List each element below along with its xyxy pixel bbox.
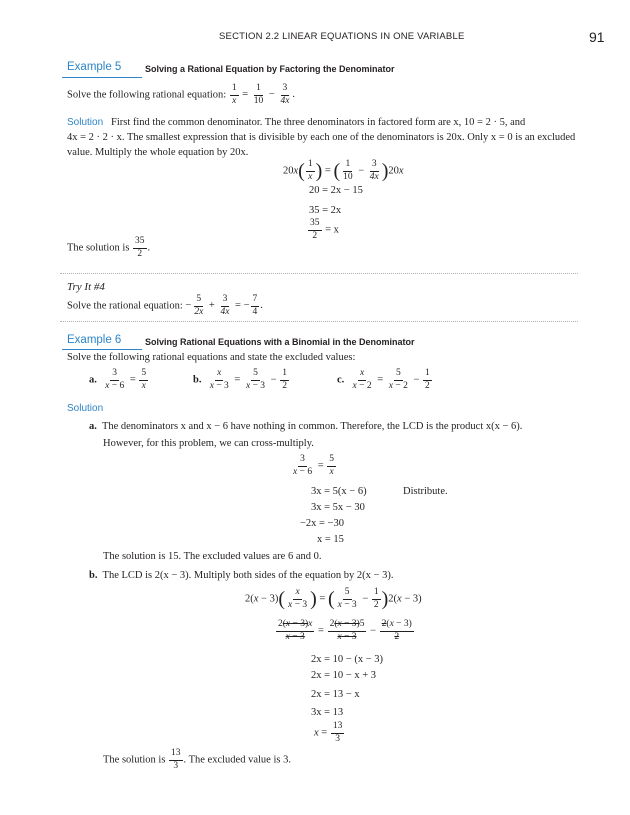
example-5-conclusion	[67, 237, 150, 259]
part-b-step-4: 3x = 13	[311, 707, 344, 718]
part-b-step-5: x = $\frac{13}{3}$	[314, 721, 343, 744]
example-6-solution-label: Solution	[67, 403, 104, 414]
try-it-label: Try It #4	[67, 281, 105, 293]
example-5-solution-line-1	[67, 117, 525, 128]
part-a-conclusion: The solution is 15. The excluded values are 6 and 0.	[103, 551, 322, 562]
part-a-step-2: 3x = 5x − 30	[311, 502, 365, 513]
step-3-denominator: 2	[312, 230, 318, 241]
conclusion-denominator: 2	[137, 248, 143, 259]
example-5-multiplied-equation: 20x( $\frac{1}{x}$ ) = ( $\frac{1}{10}$ − $\frac{3}{4x}$ )20x	[283, 159, 404, 182]
part-b-conclusion-denominator: 3	[173, 760, 179, 771]
part-b-step-3: 2x = 13 − x	[311, 689, 360, 700]
part-b-solution-label: b.	[89, 570, 98, 581]
part-c-label: c.	[337, 374, 345, 386]
try-it-bottom-divider	[60, 321, 578, 322]
try-it-prompt-text: Solve the rational equation:	[67, 300, 183, 312]
example-5-step-3	[307, 219, 339, 241]
part-b-cancel-equation: $\frac{2(x - 3)x}{x - 3}$ = $\frac{2(x - 3)5}{x - 3}$ − $\frac{2(x - 3)}{2}$	[278, 619, 412, 642]
example-5-solution-text-3: value. Multiply the whole equation by 20x.	[67, 147, 249, 158]
conclusion-period: .	[147, 242, 151, 254]
example-5-prompt	[67, 84, 295, 106]
part-a-step-1: 3x = 5(x − 6)	[311, 486, 367, 497]
example-5-solution-text-1: First find the common denominator. The three denominators in factored form are x, 10 = 2 · 5, and	[111, 117, 526, 128]
page-number: 91	[589, 29, 605, 45]
part-b-label: b.	[193, 374, 202, 386]
example-6-underline	[62, 349, 142, 350]
try-it-top-divider	[60, 273, 578, 274]
part-b-multiplied-equation: 2(x − 3)( $\frac{x}{x - 3}$ ) = ( $\frac{5}{x - 3}$ − $\frac{1}{2}$ )2(x − 3)	[245, 587, 422, 610]
example-6-prompt: Solve the following rational equations and state the excluded values:	[67, 352, 356, 363]
section-number: SECTION 2.2	[219, 31, 280, 42]
part-b-conclusion	[103, 749, 291, 771]
example-5-equation: $\frac{1}{x}$ = $\frac{1}{10}$ − $\frac{3}{4x}$ .	[231, 83, 296, 106]
example-5-conclusion-text: The solution is	[67, 242, 130, 254]
section-title: LINEAR EQUATIONS IN ONE VARIABLE	[282, 31, 465, 42]
part-a-text-2: However, for this problem, we can cross-multiply.	[103, 438, 314, 449]
part-b-conclusion-tail: . The excluded value is 3.	[183, 754, 291, 766]
example-6-part-a-equation: a. $\frac{3}{x - 6}$ = $\frac{5}{x}$	[89, 368, 147, 391]
part-a-label: a.	[89, 374, 97, 386]
try-it-equation: − $\frac{5}{2x}$ + $\frac{3}{4x}$ = − $\frac{7}{4}$ .	[185, 294, 263, 317]
example-6-title: Solving Rational Equations with a Binomial in the Denominator	[145, 337, 415, 347]
part-b-text-1	[89, 570, 393, 581]
example-5-solution-text-2: 4x = 2 · 2 · x. The smallest expression that is divisible by each one of the denominators is 20x. Only x = 0 is an excluded	[67, 132, 576, 143]
part-a-distribute-note: Distribute.	[403, 486, 448, 497]
example-5-underline	[62, 77, 142, 78]
part-a-step-3: −2x = −30	[300, 518, 345, 529]
part-a-text-1	[89, 421, 522, 432]
part-a-text-1-content: The denominators x and x − 6 have nothing in common. Therefore, the LCD is the product x(x − 6).	[101, 421, 523, 432]
example-6-part-b-equation: b. $\frac{x}{x - 3}$ = $\frac{5}{x - 3}$ − $\frac{1}{2}$	[193, 368, 287, 391]
example-5-prompt-text: Solve the following rational equation:	[67, 89, 227, 101]
try-it-prompt	[67, 295, 263, 317]
step-3-numerator: 35	[308, 219, 322, 231]
part-b-step-2: 2x = 10 − x + 3	[311, 670, 377, 681]
example-5-step-2: 35 = 2x	[309, 205, 342, 216]
conclusion-numerator: 35	[133, 237, 147, 249]
step-3-rhs: = x	[325, 224, 339, 236]
part-b-step-1: 2x = 10 − (x − 3)	[311, 654, 384, 665]
example-6-part-c-equation: c. $\frac{x}{x - 2}$ = $\frac{5}{x - 2}$ − $\frac{1}{2}$	[337, 368, 430, 391]
running-header	[219, 31, 465, 42]
part-a-solution-label: a.	[89, 421, 97, 432]
part-b-conclusion-text: The solution is	[103, 754, 166, 766]
example-5-solution-label: Solution	[67, 117, 104, 128]
example-6-label: Example 6	[67, 334, 122, 346]
example-5-label: Example 5	[67, 61, 122, 73]
example-5-step-1: 20 = 2x − 15	[309, 185, 363, 196]
part-b-text-1-content: The LCD is 2(x − 3). Multiply both sides of the equation by 2(x − 3).	[102, 570, 394, 581]
example-5-title: Solving a Rational Equation by Factoring the Denominator	[145, 64, 395, 74]
part-a-step-4: x = 15	[317, 534, 344, 545]
part-a-cross-equation: $\frac{3}{x - 6}$ = $\frac{5}{x}$	[293, 454, 334, 477]
part-b-conclusion-numerator: 13	[169, 749, 183, 761]
